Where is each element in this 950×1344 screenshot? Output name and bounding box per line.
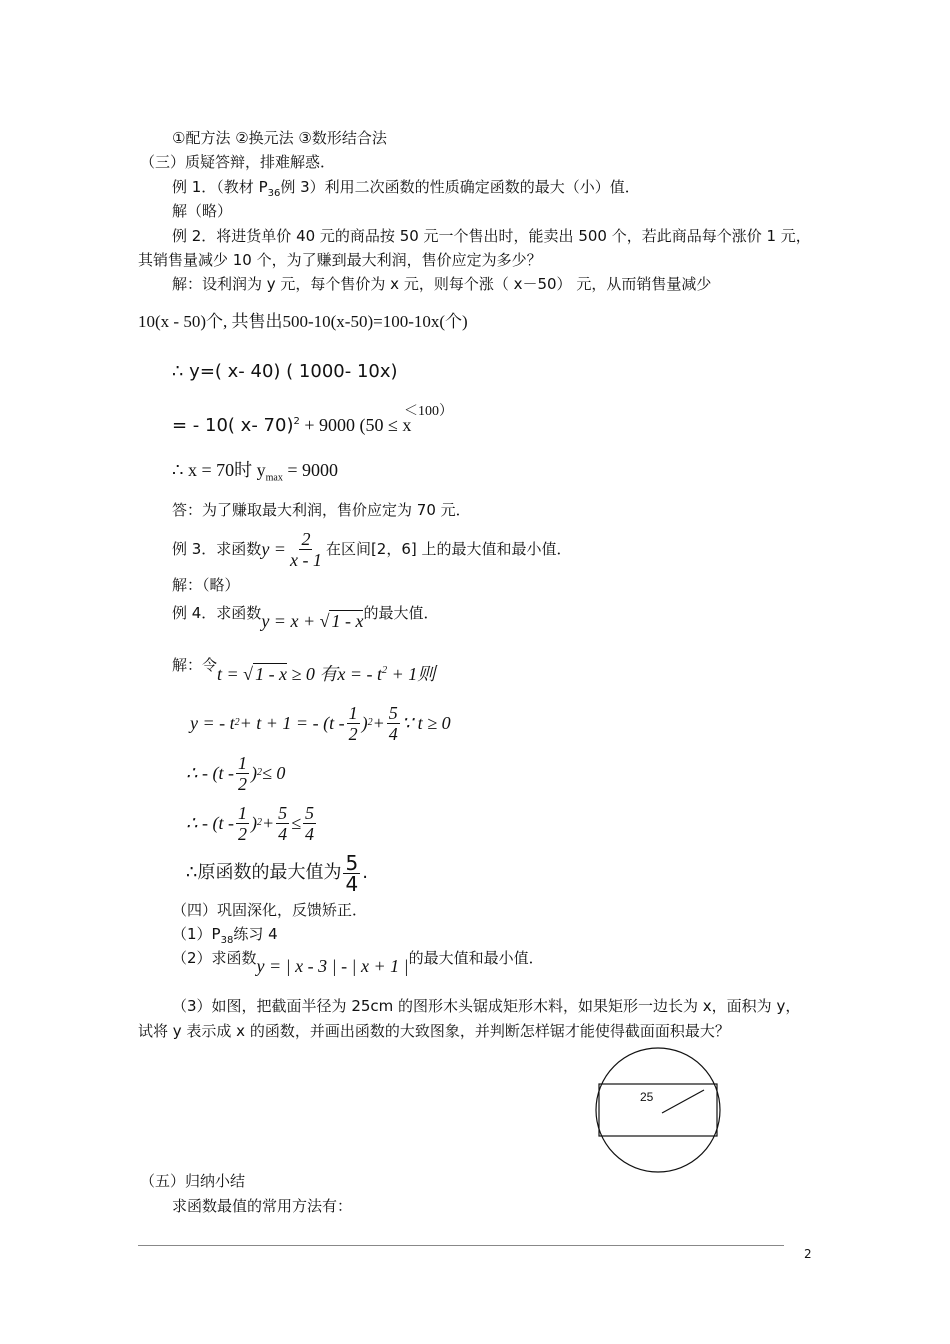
exercise-1 [172,924,278,951]
profit-vertex-exponent: 2 [293,416,300,427]
example-2-line-1: 例 2．将进货单价 40 元的商品按 50 元一个售出时，能卖出 500 个，若此商品每个涨价 1 元， [172,227,811,245]
five-quarters-numerator: 5 [388,702,398,723]
max-profit-result [172,460,338,489]
example-1-pre: 例 1．（教材 P [172,178,268,196]
exercise-2-post: 的最大值和最小值． [408,949,544,967]
conclusion-text: ∴原函数的最大值为 [186,862,342,883]
conclusion-end: . [362,862,368,883]
half-denominator: 2 [348,723,358,744]
methods-line: ①配方法 ②换元法 ③数形结合法 [172,129,387,147]
example-4-pre: 例 4．求函数 [172,604,262,622]
iq2-half-numerator: 1 [237,802,247,823]
profit-vertex-main: = - 10( x- 70) [172,415,294,436]
domain-condition: ＜100） [404,404,453,419]
example-3-post: 在区间[2，6] 上的最大值和最小值． [325,540,572,558]
example-4-radicand: 1 - x [331,611,364,631]
conclusion-denominator: 4 [345,871,359,896]
iq2-b: ) [250,813,257,833]
exercise-2-function: y = | x - 3 | - | x + 1 | [256,956,409,976]
five-quarters-fraction [387,703,400,744]
iq2-c: + [261,813,275,833]
example-3-numerator: 2 [301,528,311,549]
inscribed-rectangle [599,1084,717,1136]
half-fraction [347,703,360,744]
profit-vertex-tail: + 9000 (50 ≤ x [299,415,412,435]
iq2-fq-left-numerator: 5 [278,802,288,823]
iq1-a: ∴ - (t - [186,763,234,783]
section-3-heading: （三）质疑答辩，排难解惑． [140,153,336,171]
example-2-solution-line-2: 10(x - 50)个, 共售出500-10(x-50)=100-10x(个) [138,312,468,331]
substitution-radicand: 1 - x [255,664,288,684]
iq1-exp: 2 [256,767,262,778]
circle-rectangle-figure [590,1046,732,1176]
exercise-1-pre: （1）P [172,925,221,943]
conclusion-fraction [343,850,360,896]
exercise-2-pre: （2）求函数 [172,949,257,967]
example-1-post: 例 3）利用二次函数的性质确定函数的最大（小）值． [280,178,640,196]
substitution-exponent: 2 [382,665,388,676]
exercise-3-line-2: 试将 y 表示成 x 的函数，并画出函数的大致图象，并判断怎样锯才能使得截面面积最大？ [138,1022,730,1040]
substitution-end: + 1则 [387,664,436,684]
example-3-fraction [288,529,324,570]
inequality-2 [186,800,318,846]
max-profit-condition: ∴ x = 70时 y [172,460,266,480]
inequality-1 [186,750,285,796]
iq2-five-quarters-left [276,803,289,844]
max-subscript: max [265,472,283,484]
example-3-solution: 解：（略） [172,576,240,594]
example-4-func-pre: y = x + [261,611,320,631]
cs-exp-2: 2 [367,717,373,728]
log-cross-section-circle [596,1048,720,1172]
exercise-3-line-1: （3）如图，把截面半径为 25cm 的图形木头锯成矩形木料，如果矩形一边长为 x，面积为 y， [172,997,801,1015]
max-profit-value: = 9000 [282,460,338,480]
iq2-half [236,803,249,844]
example-2-solution-line-1: 解：设利润为 y 元，每个售价为 x 元，则每个涨（ x－50） 元，从而销售量减少 [172,275,712,293]
substitution-line [172,655,435,685]
example-4-post: 的最大值． [363,604,439,622]
example-3 [172,524,572,574]
substitution-post: ≥ 0 有x = - t [287,664,383,684]
substitution: t = √ 1 - x ≥ 0 有x = - $t^2 + 1$则 [217,664,436,684]
half-numerator: 1 [348,702,358,723]
radius-line [662,1090,704,1113]
example-3-pre: 例 3．求函数 [172,540,262,558]
example-2-answer: 答：为了赚取最大利润，售价应定为 70 元． [172,501,471,519]
example-3-y: y = [261,539,286,559]
iq1-b: ) [250,763,257,783]
iq1-numerator: 1 [237,752,247,773]
cs-d: + [372,713,385,733]
radius-label: 25 [640,1090,654,1104]
completed-square [190,700,451,746]
section-4-heading: （四）巩固深化，反馈矫正． [172,901,368,919]
page-number: 2 [804,1247,812,1261]
iq2-exp: 2 [256,817,262,828]
max-value-conclusion [186,848,368,898]
solution-label: 解：令 [172,656,218,674]
substitution-t: t = [217,664,244,684]
conclusion-numerator: 5 [345,850,359,875]
iq1-denominator: 2 [237,773,247,794]
exercise-1-sub: 38 [220,935,234,946]
profit-equation: ∴ y=( x- 40) ( 1000- 10x) [172,361,398,382]
iq2-fq-right-numerator: 5 [304,802,314,823]
example-4 [172,603,438,633]
iq2-fq-left-denominator: 4 [278,823,288,844]
iq2-five-quarters-right [303,803,316,844]
cs-e: ∵ t ≥ 0 [401,713,451,733]
cs-exp-1: 2 [234,717,240,728]
example-1-solution: 解（略） [172,202,233,220]
iq1-c: ≤ 0 [261,763,286,783]
cs-a: y = - t [190,713,235,733]
profit-vertex-form [172,412,411,436]
exercise-1-post: 练习 4 [233,925,278,943]
exercise-2 [172,948,544,978]
iq2-half-denominator: 2 [237,823,247,844]
example-1-sub: 36 [267,188,281,199]
iq1-fraction [236,753,249,794]
example-3-denominator: x - 1 [289,549,322,570]
footer-rule [138,1245,784,1246]
cs-b: + t + 1 = - (t - [239,713,345,733]
example-2-line-2: 其销售量减少 10 个，为了赚到最大利润，售价应定为多少？ [138,251,542,269]
example-1 [172,177,640,204]
cs-c: ) [361,713,368,733]
example-4-function: y = x + √ 1 - x [261,611,364,631]
summary-line: 求函数最值的常用方法有： [172,1197,353,1215]
iq2-a: ∴ - (t - [186,813,234,833]
iq2-fq-right-denominator: 4 [304,823,314,844]
iq2-d: ≤ [291,813,301,833]
five-quarters-denominator: 4 [388,723,398,744]
section-5-heading: （五）归纳小结 [140,1172,246,1190]
